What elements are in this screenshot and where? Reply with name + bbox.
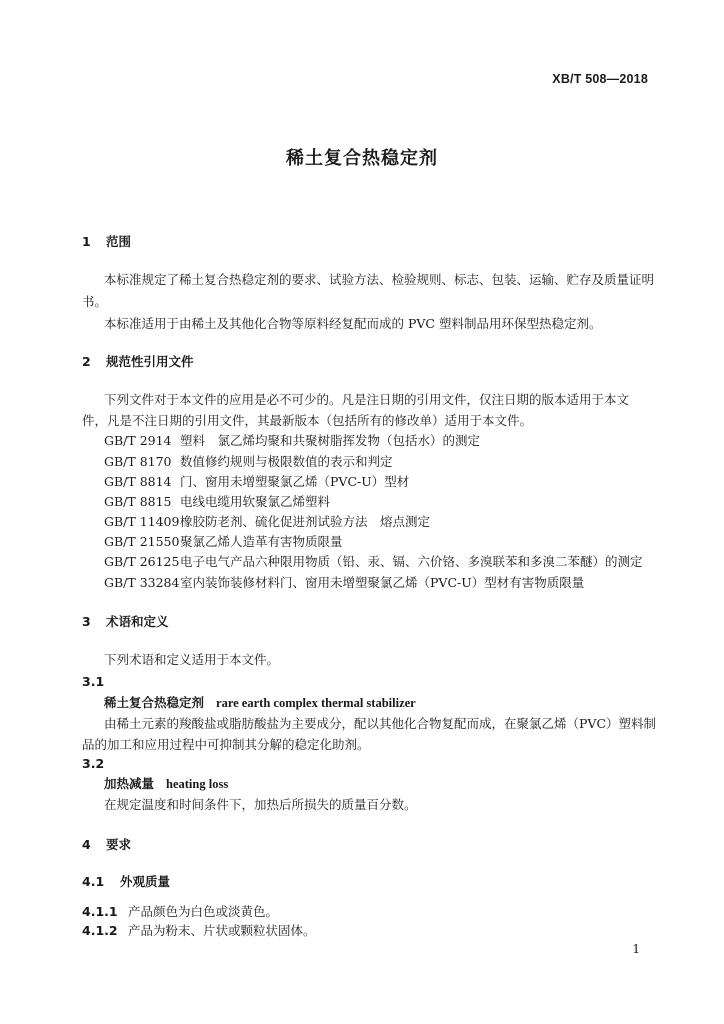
reference-item — [104, 575, 584, 591]
reference-title: 数值修约规则与极限数值的表示和判定 — [180, 454, 393, 469]
reference-item — [104, 514, 430, 530]
reference-item — [104, 433, 480, 449]
clause-item — [82, 923, 316, 939]
section-title: 范围 — [106, 234, 132, 249]
clause-text: 产品颜色为白色或淡黄色。 — [128, 904, 279, 919]
reference-title: 门、窗用未增塑聚氯乙烯（PVC-U）型材 — [180, 474, 410, 489]
reference-title: 电子电气产品六种限用物质（铅、汞、镉、六价铬、多溴联苯和多溴二苯醚）的测定 — [180, 554, 643, 569]
references-intro-line: 件，凡是不注日期的引用文件，其最新版本（包括所有的修改单）适用于本文件。 — [82, 413, 533, 428]
term-definition: 在规定温度和时间条件下，加热后所损失的质量百分数。 — [104, 797, 417, 812]
clause-number: 4.1.1 — [82, 904, 118, 919]
document-code: XB/T 508—2018 — [552, 72, 648, 86]
clause-number: 4.1.2 — [82, 923, 118, 938]
reference-title: 聚氯乙烯人造革有害物质限量 — [180, 534, 343, 549]
references-intro-line: 下列文件对于本文件的应用是必不可少的。凡是注日期的引用文件，仅注日期的版本适用于本文 — [104, 392, 630, 407]
document-title: 稀土复合热稳定剂 — [286, 148, 438, 169]
section-number: 1 — [82, 234, 91, 249]
term-definition-line: 由稀土元素的羧酸盐或脂肪酸盐为主要成分，配以其他化合物复配而成，在聚氯乙烯（PVC）塑料制 — [104, 716, 657, 731]
reference-title: 橡胶防老剂、硫化促进剂试验方法 熔点测定 — [180, 514, 431, 529]
clause-item — [82, 904, 278, 920]
reference-code: GB/T 2914 — [104, 433, 172, 448]
section-3-heading — [82, 614, 169, 630]
reference-code: GB/T 21550 — [104, 534, 180, 549]
reference-code: GB/T 8814 — [104, 474, 172, 489]
section-number: 3 — [82, 614, 91, 629]
subsection-heading — [82, 874, 170, 890]
term-number: 3.1 — [82, 674, 105, 689]
term-entry — [104, 776, 228, 792]
term-number: 3.2 — [82, 756, 105, 771]
reference-code: GB/T 26125 — [104, 554, 180, 569]
scope-paragraph-line: 书。 — [82, 294, 108, 309]
reference-item — [104, 534, 343, 550]
scope-paragraph: 本标准适用于由稀土及其他化合物等原料经复配而成的 PVC 塑料制品用环保型热稳定剂。 — [104, 316, 602, 331]
reference-code: GB/T 8815 — [104, 494, 172, 509]
subsection-number: 4.1 — [82, 874, 105, 889]
section-1-heading — [82, 234, 131, 250]
reference-item — [104, 474, 409, 490]
term-english: rare earth complex thermal stabilizer — [216, 696, 416, 710]
terms-intro: 下列术语和定义适用于本文件。 — [104, 652, 280, 667]
reference-item — [104, 494, 330, 510]
term-entry — [104, 695, 416, 711]
reference-title: 室内装饰装修材料门、窗用未增塑聚氯乙烯（PVC-U）型材有害物质限量 — [180, 575, 585, 590]
subsection-title: 外观质量 — [120, 874, 171, 889]
term-definition-line: 品的加工和应用过程中可抑制其分解的稳定化助剂。 — [82, 737, 370, 752]
page-number: 1 — [632, 942, 640, 956]
section-2-heading — [82, 354, 194, 370]
term-chinese: 稀土复合热稳定剂 — [104, 695, 205, 710]
section-title: 规范性引用文件 — [106, 354, 194, 369]
term-english: heating loss — [166, 777, 229, 791]
reference-code: GB/T 33284 — [104, 575, 180, 590]
reference-title: 塑料 氯乙烯均聚和共聚树脂挥发物（包括水）的测定 — [180, 433, 481, 448]
section-number: 4 — [82, 837, 91, 852]
reference-title: 电线电缆用软聚氯乙烯塑料 — [180, 494, 331, 509]
reference-item — [104, 454, 393, 470]
scope-paragraph-line: 本标准规定了稀土复合热稳定剂的要求、试验方法、检验规则、标志、包装、运输、贮存及质量证明 — [104, 272, 655, 287]
section-number: 2 — [82, 354, 91, 369]
section-title: 术语和定义 — [106, 614, 169, 629]
reference-code: GB/T 11409 — [104, 514, 180, 529]
clause-text: 产品为粉末、片状或颗粒状固体。 — [128, 923, 316, 938]
reference-code: GB/T 8170 — [104, 454, 172, 469]
section-title: 要求 — [106, 837, 132, 852]
term-chinese: 加热减量 — [104, 776, 155, 791]
section-4-heading — [82, 837, 131, 853]
reference-item — [104, 554, 643, 570]
